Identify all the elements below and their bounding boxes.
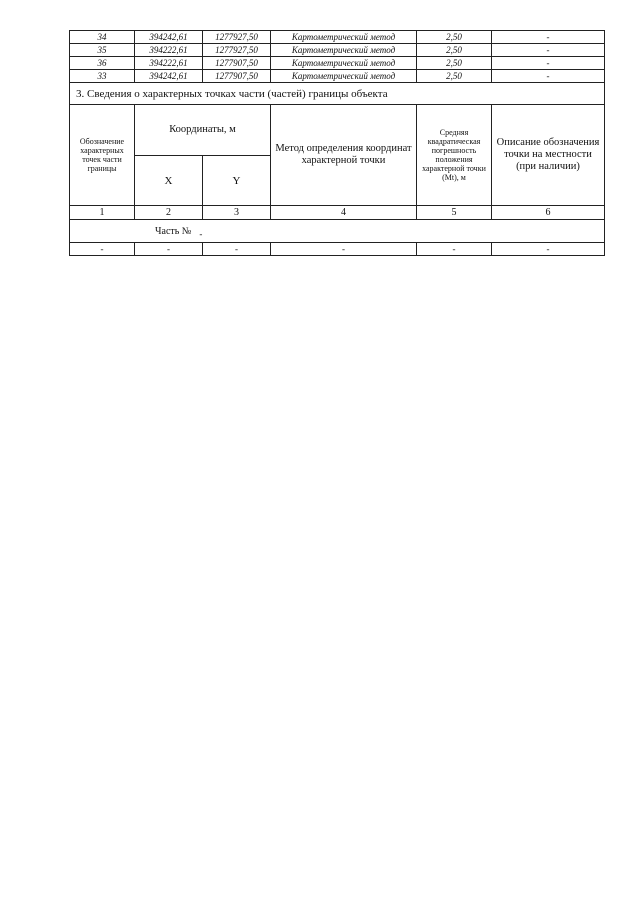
coord-y: 1277907,50 — [203, 57, 271, 70]
column-number: 6 — [492, 206, 605, 220]
header-method: Метод определения координат характерной точки — [271, 105, 417, 206]
table-row — [70, 57, 605, 70]
coord-x: 394222,61 — [135, 57, 203, 70]
mt: 2,50 — [417, 31, 492, 44]
column-number: 4 — [271, 206, 417, 220]
column-number: 2 — [135, 206, 203, 220]
part-row — [70, 220, 605, 243]
column-number: 3 — [203, 206, 271, 220]
method: Картометрический метод — [271, 57, 417, 70]
part-value: - — [199, 228, 203, 239]
header-y: Y — [203, 156, 271, 206]
point-number: 35 — [70, 44, 135, 57]
empty-cell: - — [135, 243, 203, 256]
document-page — [69, 30, 604, 256]
description: - — [492, 44, 605, 57]
point-number: 33 — [70, 70, 135, 83]
coord-x: 394242,61 — [135, 31, 203, 44]
column-numbers-row — [70, 206, 605, 220]
method: Картометрический метод — [271, 70, 417, 83]
header-point-designation: Обозначение характерных точек части границы — [70, 105, 135, 206]
part-cell — [70, 220, 605, 243]
section-title: 3. Сведения о характерных точках части (частей) границы объекта — [70, 83, 605, 105]
header-x: X — [135, 156, 203, 206]
mt: 2,50 — [417, 57, 492, 70]
coord-y: 1277927,50 — [203, 44, 271, 57]
coord-y: 1277907,50 — [203, 70, 271, 83]
column-number: 1 — [70, 206, 135, 220]
description: - — [492, 57, 605, 70]
table-row — [70, 31, 605, 44]
column-number: 5 — [417, 206, 492, 220]
header-description: Описание обозначения точки на местности (при наличии) — [492, 105, 605, 206]
mt: 2,50 — [417, 70, 492, 83]
description: - — [492, 70, 605, 83]
header-row — [70, 105, 605, 156]
empty-cell: - — [70, 243, 135, 256]
characteristic-points-table — [69, 30, 605, 256]
part-label: Часть № — [155, 225, 192, 237]
table-row — [70, 44, 605, 57]
section-title-row — [70, 83, 605, 105]
coord-x: 394222,61 — [135, 44, 203, 57]
method: Картометрический метод — [271, 31, 417, 44]
description: - — [492, 31, 605, 44]
empty-cell: - — [203, 243, 271, 256]
point-number: 36 — [70, 57, 135, 70]
coord-x: 394242,61 — [135, 70, 203, 83]
point-number: 34 — [70, 31, 135, 44]
empty-cell: - — [271, 243, 417, 256]
coord-y: 1277927,50 — [203, 31, 271, 44]
table-row — [70, 70, 605, 83]
table-row — [70, 243, 605, 256]
header-mt: Средняя квадратическая погрешность положения характерной точки (Mt), м — [417, 105, 492, 206]
header-coordinates: Координаты, м — [135, 105, 271, 156]
method: Картометрический метод — [271, 44, 417, 57]
empty-cell: - — [492, 243, 605, 256]
mt: 2,50 — [417, 44, 492, 57]
empty-cell: - — [417, 243, 492, 256]
